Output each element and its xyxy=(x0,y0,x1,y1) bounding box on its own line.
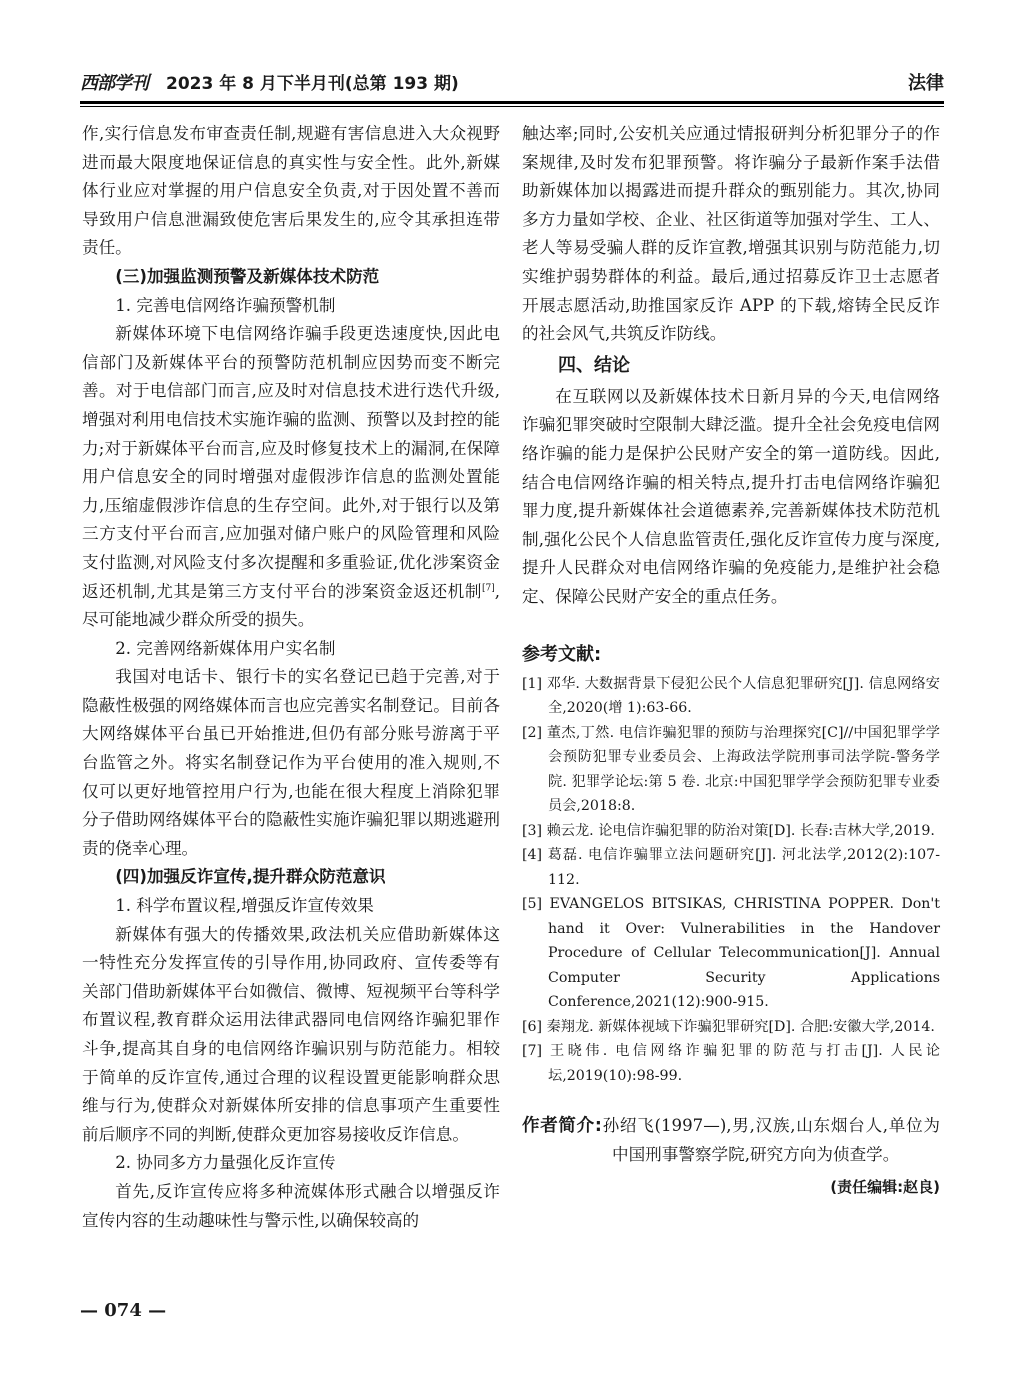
section-heading-4: (四)加强反诈宣传,提升群众防范意识 xyxy=(115,867,386,887)
paragraph: 触达率;同时,公安机关应通过情报研判分析犯罪分子的作案规律,及时发布犯罪预警。将诈骗分子最新作案手法借助新媒体加以揭露进而提升群众的甄别能力。其次,协同多方力量如学校、企业、社区街道等加强对学生、工人、老人等易受骗人群的反诈宣教,增强其识别与防范能力,切实维护弱势群体的利益。最后,通过招募反诈卫士志愿者开展志愿活动,助推国家反诈 APP 的下载,熔铸全民反诈的社会风气,共筑反诈防线。 xyxy=(522,124,940,344)
paragraph: 我国对电话卡、银行卡的实名登记已趋于完善,对于隐蔽性极强的网络媒体而言也应完善实名制登记。目前各大网络媒体平台虽已开始推进,但仍有部分账号游离于平台监管之外。将实名制登记作为平台使用的准入规则,不仅可以更好地管控用户行为,也能在很大程度上消除犯罪分子借助网络媒体平台的隐蔽性实施诈骗犯罪以期逃避刑责的侥幸心理。 xyxy=(82,667,500,858)
conclusion-heading: 四、结论 xyxy=(558,354,630,376)
reference-list xyxy=(522,672,940,1089)
journal-logo: 西部学刊 xyxy=(80,73,148,94)
section-heading-3: (三)加强监测预警及新媒体技术防范 xyxy=(115,266,380,286)
reference-item: [6] 秦翔龙. 新媒体视域下诈骗犯罪研究[D]. 合肥:安徽大学,2014. xyxy=(522,1018,935,1035)
reference-item: [2] 董杰,丁然. 电信诈骗犯罪的预防与治理探究[C]//中国犯罪学学会预防犯罪专业委员会、上海政法学院刑事司法学院-警务学院. 犯罪学论坛:第 5 卷. 北京:中国犯罪学学会预防犯罪专业委员会,2018:8. xyxy=(522,724,940,814)
issue-info: 2023 年 8 月下半月刊(总第 193 期) xyxy=(166,74,459,94)
paragraph: 作,实行信息发布审查责任制,规避有害信息进入大众视野进而最大限度地保证信息的真实性与安全性。此外,新媒体行业应对掌握的用户信息安全负责,对于因处置不善而导致用户信息泄漏致使危害后果发生的,应令其承担连带责任。 xyxy=(82,124,500,258)
paragraph-text: ,尽可能地减少群众所受的损失。 xyxy=(82,581,500,630)
citation-7: [7] xyxy=(481,582,495,593)
paragraph-text: 新媒体环境下电信网络诈骗手段更迭速度快,因此电信部门及新媒体平台的预警防范机制应因势而变不断完善。对于电信部门而言,应及时对信息技术进行迭代升级,增强对利用电信技术实施诈骗的监测、预警以及封控的能力;对于新媒体平台而言,应及时修复技术上的漏洞,在保障用户信息安全的同时增强对虚假涉诈信息的监测处置能力,压缩虚假涉诈信息的生存空间。此外,对于银行以及第三方支付平台而言,应加强对储户账户的风险管理和风险支付监测,对风险支付多次提醒和多重验证,优化涉案资金返还机制,尤其是第三方支付平台的涉案资金返还机制 xyxy=(82,324,500,601)
author-bio xyxy=(522,1112,940,1169)
author-text: 孙绍飞(1997—),男,汉族,山东烟台人,单位为中国刑事警察学院,研究方向为侦查学。 xyxy=(601,1116,940,1164)
section-label: 法律 xyxy=(908,73,944,94)
header-rule-thick xyxy=(80,101,944,104)
responsible-editor: (责任编辑:赵良) xyxy=(830,1178,940,1197)
reference-item: [5] EVANGELOS BITSIKAS, CHRISTINA POPPER. Don't hand it Over: Vulnerabilities in the Handover Procedure of Cellular Telecommunication[J]. Annual Computer Security Applications Conference,2021(12):900-915. xyxy=(522,896,940,1010)
subheading-3-1: 1. 完善电信网络诈骗预警机制 xyxy=(115,295,336,315)
subheading-4-1: 1. 科学布置议程,增强反诈宣传效果 xyxy=(115,896,374,916)
reference-item: [7] 王晓伟. 电信网络诈骗犯罪的防范与打击[J]. 人民论坛,2019(10):98-99. xyxy=(522,1043,940,1084)
paragraph xyxy=(82,320,500,635)
subheading-4-2: 2. 协同多方力量强化反诈宣传 xyxy=(115,1153,336,1173)
subheading-3-2: 2. 完善网络新媒体用户实名制 xyxy=(115,638,336,658)
references-title: 参考文献: xyxy=(522,643,602,665)
header-rule-thin xyxy=(80,106,944,107)
author-label: 作者简介: xyxy=(522,1116,602,1136)
left-column xyxy=(82,120,500,1235)
paragraph: 首先,反诈宣传应将多种流媒体形式融合以增强反诈宣传内容的生动趣味性与警示性,以确保较高的 xyxy=(82,1181,500,1230)
reference-item: [4] 葛磊. 电信诈骗罪立法问题研究[J]. 河北法学,2012(2):107-112. xyxy=(522,847,940,888)
paragraph: 新媒体有强大的传播效果,政法机关应借助新媒体这一特性充分发挥宣传的引导作用,协同政府、宣传委等有关部门借助新媒体平台如微信、微博、短视频平台等科学布置议程,教育群众运用法律武器同电信网络诈骗犯罪作斗争,提高其自身的电信网络诈骗识别与防范能力。相较于简单的反诈宣传,通过合理的议程设置更能影响群众思维与行为,使群众对新媒体所安排的信息事项产生重要性前后顺序不同的判断,使群众更加容易接收反诈信息。 xyxy=(82,924,500,1144)
reference-item: [3] 赖云龙. 论电信诈骗犯罪的防治对策[D]. 长春:吉林大学,2019. xyxy=(522,822,935,839)
right-column xyxy=(522,120,940,1202)
page-number: — 074 — xyxy=(80,1300,167,1321)
paragraph: 在互联网以及新媒体技术日新月异的今天,电信网络诈骗犯罪突破时空限制大肆泛滥。提升全社会免疫电信网络诈骗的能力是保护公民财产安全的第一道防线。因此,结合电信网络诈骗的相关特点,提升打击电信网络诈骗犯罪力度,提升新媒体社会道德素养,完善新媒体技术防范机制,强化公民个人信息监管责任,强化反诈宣传力度与深度,提升人民群众对电信网络诈骗的免疫能力,是维护社会稳定、保障公民财产安全的重点任务。 xyxy=(522,386,940,606)
page-header xyxy=(80,70,944,98)
reference-item: [1] 邓华. 大数据背景下侵犯公民个人信息犯罪研究[J]. 信息网络安全,2020(增 1):63-66. xyxy=(522,675,940,716)
